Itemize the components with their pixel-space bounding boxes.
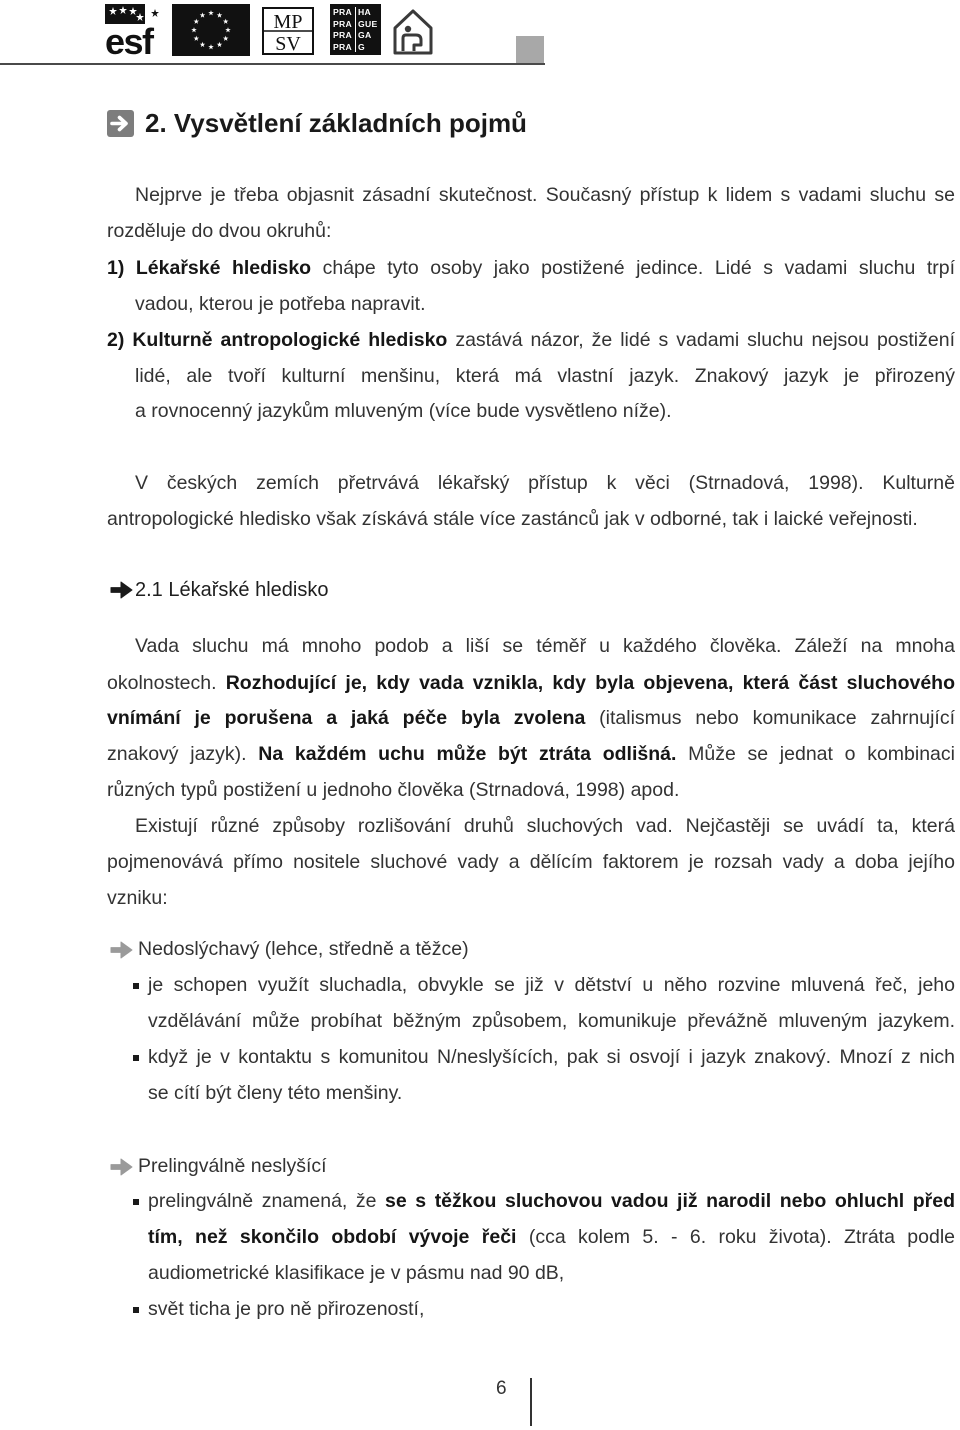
praha-logo [330,4,381,55]
emphasis-segment: vnímání je porušena a jaká péče byla zvolena [107,707,586,729]
square-bullet [133,1199,139,1205]
list-heading: Nedoslýchavý (lehce, středně a těžce) [138,938,469,960]
paragraph-line [107,665,955,701]
viewpoint-2-line [107,322,955,358]
emphasis-segment: se s těžkou sluchovou vadou již narodil nebo ohluchl před [385,1190,955,1212]
text-segment: prelingválně znamená, že [148,1190,386,1212]
summary-line: antropologické hledisko však získává stále více zastánců jak v odborné, tak i laické veřejnosti. [107,508,918,530]
paragraph-line: Vada sluchu má mnoho podob a liší se téměř u každého člověka. Záleží na mnoha [135,635,955,657]
arrow-right-icon [110,940,133,960]
list-heading: Prelingválně neslyšící [138,1155,327,1177]
subsection-title: 2.1 Lékařské hledisko [135,579,329,601]
paragraph-line: různých typů postižení u jednoho člověka (Strnadová, 1998) apod. [107,779,680,801]
paragraph-line [107,700,955,736]
esf-logo [105,4,167,56]
viewpoint-label: 1) Lékařské hledisko [107,257,312,279]
viewpoint-2-line: a rovnocenný jazykům mluveným (více bude vysvětleno níže). [135,400,672,422]
paragraph-line [107,736,955,772]
arrow-right-icon [110,580,133,600]
house-logo-icon [392,7,434,56]
praha-logo-cell: PRA [333,18,353,29]
gray-square-marker [516,36,544,63]
arrow-right-box-icon [107,110,134,137]
house-figure-head [405,26,411,32]
viewpoint-text: zastává názor, že lidé s vadami sluchu nejsou postižení [447,329,955,351]
page-number: 6 [496,1378,507,1399]
arrow-shape [111,1159,132,1175]
list-item-line: je schopen využít sluchadla, obvykle se již v dětství u něho rozvine mluvená řeč, jeho [148,974,955,996]
viewpoint-1-line: vadou, kterou je potřeba napravit. [135,293,426,315]
list-item-line: svět ticha je pro ně přirozeností, [148,1298,425,1320]
mpsv-logo-bottom: SV [275,33,301,55]
list-item-line: vzdělávání může probíhat běžným způsobem, komunikuje převážně mluveným jazykem. [148,1010,955,1032]
list-item-line: audiometrické klasifikace je v pásmu nad 90 dB, [148,1262,565,1284]
emphasis-segment: Na každém uchu může být ztráta odlišná. [258,743,677,765]
house-figure-body [403,35,421,51]
mpsv-logo-top: MP [273,11,303,33]
text-segment: Může se jednat o kombinaci [676,743,955,765]
paragraph-line: vzniku: [107,887,168,909]
esf-logo-text: esf [105,21,153,56]
list-item-line [148,1219,955,1255]
praha-logo-cell: GA [358,30,372,41]
header-rule [0,63,545,65]
emphasis-segment: Rozhodující je, kdy vada vznikla, kdy byla objevena, která část sluchového [225,672,955,694]
viewpoint-label: 2) Kulturně antropologické hledisko [107,329,448,351]
arrow-shape [111,582,132,598]
paragraph-line: Nejprve je třeba objasnit zásadní skutečnost. Současný přístup k lidem s vadami sluchu se [135,184,955,206]
section-title: 2. Vysvětlení základních pojmů [145,108,527,138]
esf-star-outer [151,9,159,17]
eu-flag-icon [172,4,250,56]
praha-logo-cell: G [358,41,365,52]
list-item-line [148,1183,955,1219]
list-item-line: když je v kontaktu s komunitou N/neslyšících, pak si osvojí i jazyk znakový. Mnozí z nich [148,1046,955,1068]
square-bullet [133,983,139,989]
arrow-shape [111,942,132,958]
summary-line: V českých zemích přetrvává lékařský přístup k věci (Strnadová, 1998). Kulturně [135,472,955,494]
text-segment: (cca kolem 5. - 6. roku života). Ztráta podle [516,1226,956,1248]
paragraph-line: pojmenovává přímo nositele sluchové vady a dělícím faktorem je rozsah vady a doba jejího [107,851,955,873]
viewpoint-2-line: lidé, ale tvoří kulturní menšinu, která má vlastní jazyk. Znakový jazyk je přirozený [135,365,955,387]
mpsv-logo [262,7,314,55]
text-segment: (italismus nebo komunikace zahrnující [585,707,955,729]
viewpoint-text: chápe tyto osoby jako postižené jedince. Lidé s vadami sluchu trpí [311,257,955,279]
list-item-line: se cítí být členy této menšiny. [148,1082,403,1104]
arrow-right-icon [110,1157,133,1177]
praha-logo-cell: PRA [333,41,353,52]
paragraph-line: Existují různé způsoby rozlišování druhů sluchových vad. Nejčastěji se uvádí ta, která [135,815,955,837]
praha-logo-cell: PRA [333,7,353,18]
text-segment: znakový jazyk). [107,743,259,765]
footer-rule [530,1378,532,1426]
paragraph-line: rozděluje do dvou okruhů: [107,220,332,242]
praha-logo-cell: GUE [358,18,378,29]
square-bullet [133,1055,139,1061]
praha-logo-cell: HA [358,7,372,18]
text-segment: okolnostech. [107,672,226,694]
praha-logo-cell: PRA [333,30,353,41]
emphasis-segment: tím, než skončilo období vývoje řeči [148,1226,517,1248]
viewpoint-1-line [107,250,955,286]
square-bullet [133,1307,139,1313]
